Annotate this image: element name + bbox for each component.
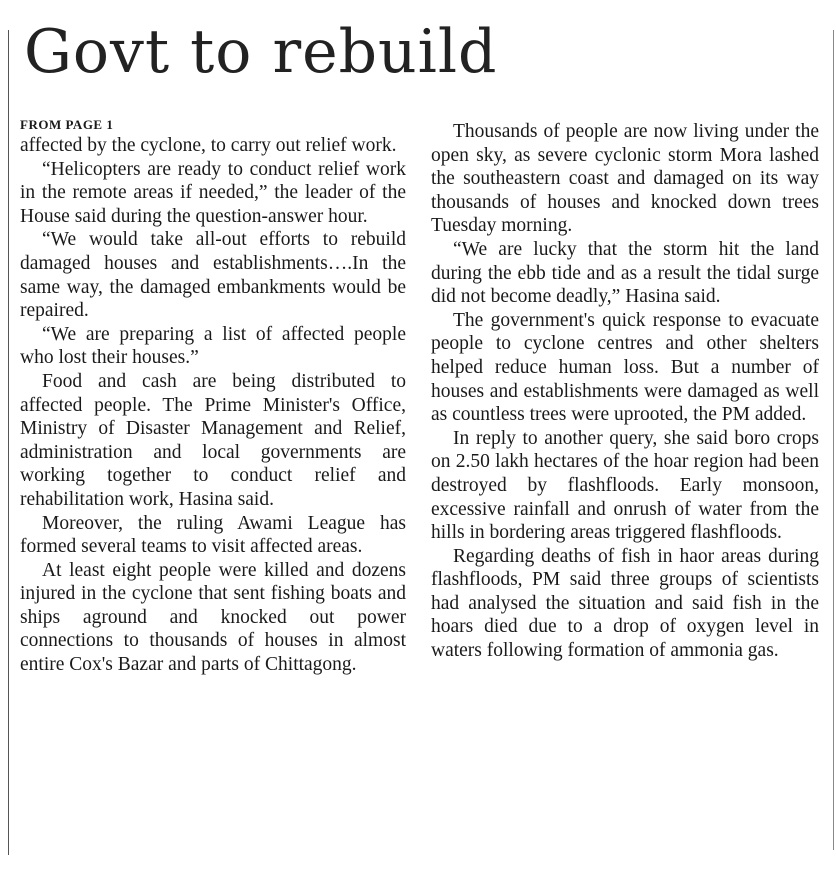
headline: Govt to rebuild [24,17,498,87]
paragraph: “Helicopters are ready to conduct relief work in the remote areas if needed,” the leader of the House said during the question-answer hour. [20,158,406,227]
kicker: FROM PAGE 1 [20,117,114,132]
paragraph: The government's quick response to evacuate people to cyclone centres and other shelters helped reduce human loss. But a number of houses and establishments were damaged as well as countless trees were uprooted, the PM added. [431,309,819,426]
paragraph: “We are preparing a list of affected people who lost their houses.” [20,323,406,369]
right-edge-rule [833,30,834,850]
paragraph: “We would take all-out efforts to rebuild damaged houses and establishments….In the same way, the damaged embankments would be repaired. [20,229,406,322]
paragraph: Moreover, the ruling Awami League has formed several teams to visit affected areas. [20,512,406,558]
paragraph: In reply to another query, she said boro crops on 2.50 lakh hectares of the hoar region had been destroyed by flashfloods. Early monsoon, excessive rainfall and onrush of water from the hills in bordering areas triggered flashfloods. [431,427,819,544]
left-column-rule [8,30,9,855]
paragraph: Regarding deaths of fish in haor areas during flashfloods, PM said three groups of scientists had analysed the situation and said fish in the hoars died due to a drop of oxygen level in waters following formation of ammonia gas. [431,545,819,662]
paragraph: Food and cash are being distributed to affected people. The Prime Minister's Office, Ministry of Disaster Management and Relief, administration and local governments are working together to conduct relief and rehabilitation work, Hasina said. [20,370,406,510]
left-column [20,116,406,677]
right-column [431,120,819,663]
paragraph: “We are lucky that the storm hit the land during the ebb tide and as a result the tidal surge did not become deadly,” Hasina said. [431,238,819,308]
paragraph: At least eight people were killed and dozens injured in the cyclone that sent fishing boats and ships aground and knocked out power connections to thousands of houses in almost entire Cox's Bazar and parts of Chittagong. [20,559,406,676]
paragraph: affected by the cyclone, to carry out relief work. [20,135,397,156]
paragraph: Thousands of people are now living under the open sky, as severe cyclonic storm Mora lashed the southeastern coast and damaged on its way thousands of houses and knocked down trees Tuesday morning. [431,121,819,237]
